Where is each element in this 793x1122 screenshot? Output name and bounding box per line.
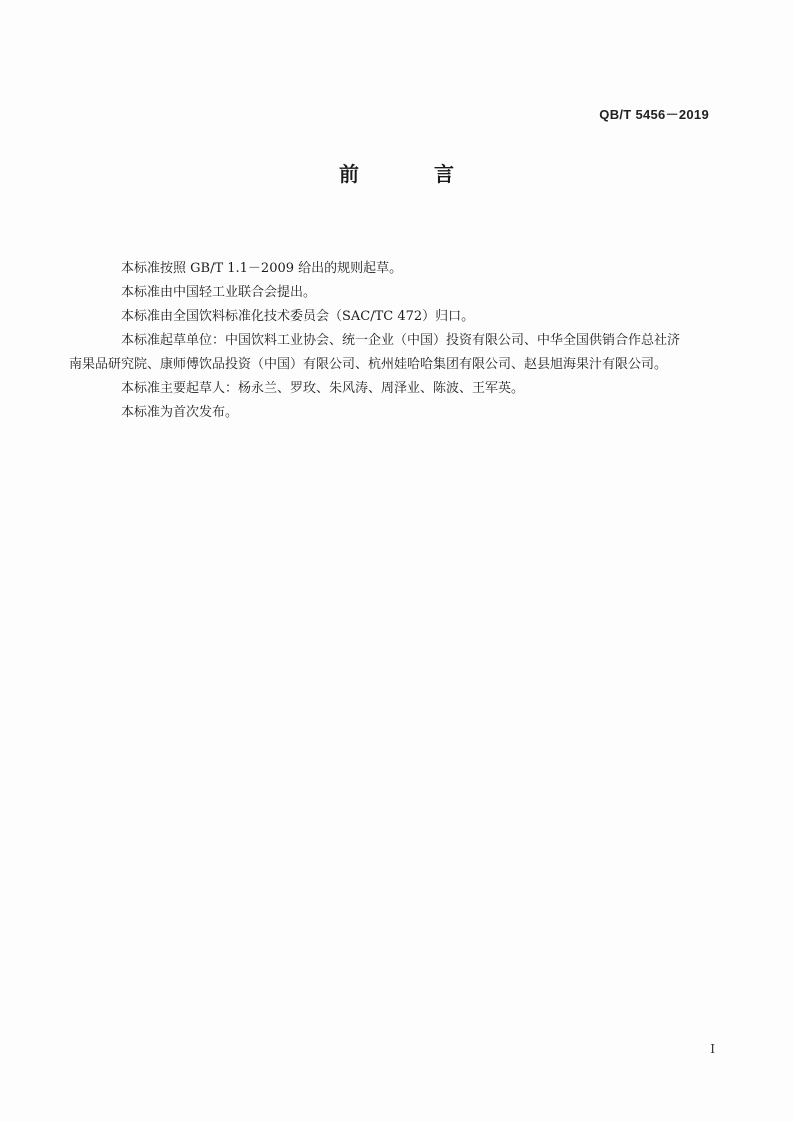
paragraph-drafters: 本标准主要起草人：杨永兰、罗玫、朱风涛、周泽业、陈波、王军英。: [121, 381, 525, 396]
paragraph-drafting-rules: 本标准按照 GB/T 1.1－2009 给出的规则起草。: [121, 261, 403, 276]
standard-code: QB/T 5456－2019: [599, 107, 709, 122]
paragraph-proposer: 本标准由中国轻工业联合会提出。: [121, 285, 317, 300]
page-title: 前 言: [339, 162, 488, 186]
page-number: I: [710, 1042, 715, 1056]
paragraph-committee: 本标准由全国饮料标准化技术委员会（SAC/TC 472）归口。: [121, 309, 475, 324]
paragraph-first-release: 本标准为首次发布。: [121, 405, 239, 420]
paragraph-drafting-units: [69, 329, 725, 377]
foreword-body: [69, 257, 725, 425]
drafting-units-line1: 本标准起草单位：中国饮料工业协会、统一企业（中国）投资有限公司、中华全国供销合作总社济: [121, 333, 681, 348]
drafting-units-line2: 南果品研究院、康师傅饮品投资（中国）有限公司、杭州娃哈哈集团有限公司、赵县旭海果汁有限公司。: [69, 357, 668, 372]
